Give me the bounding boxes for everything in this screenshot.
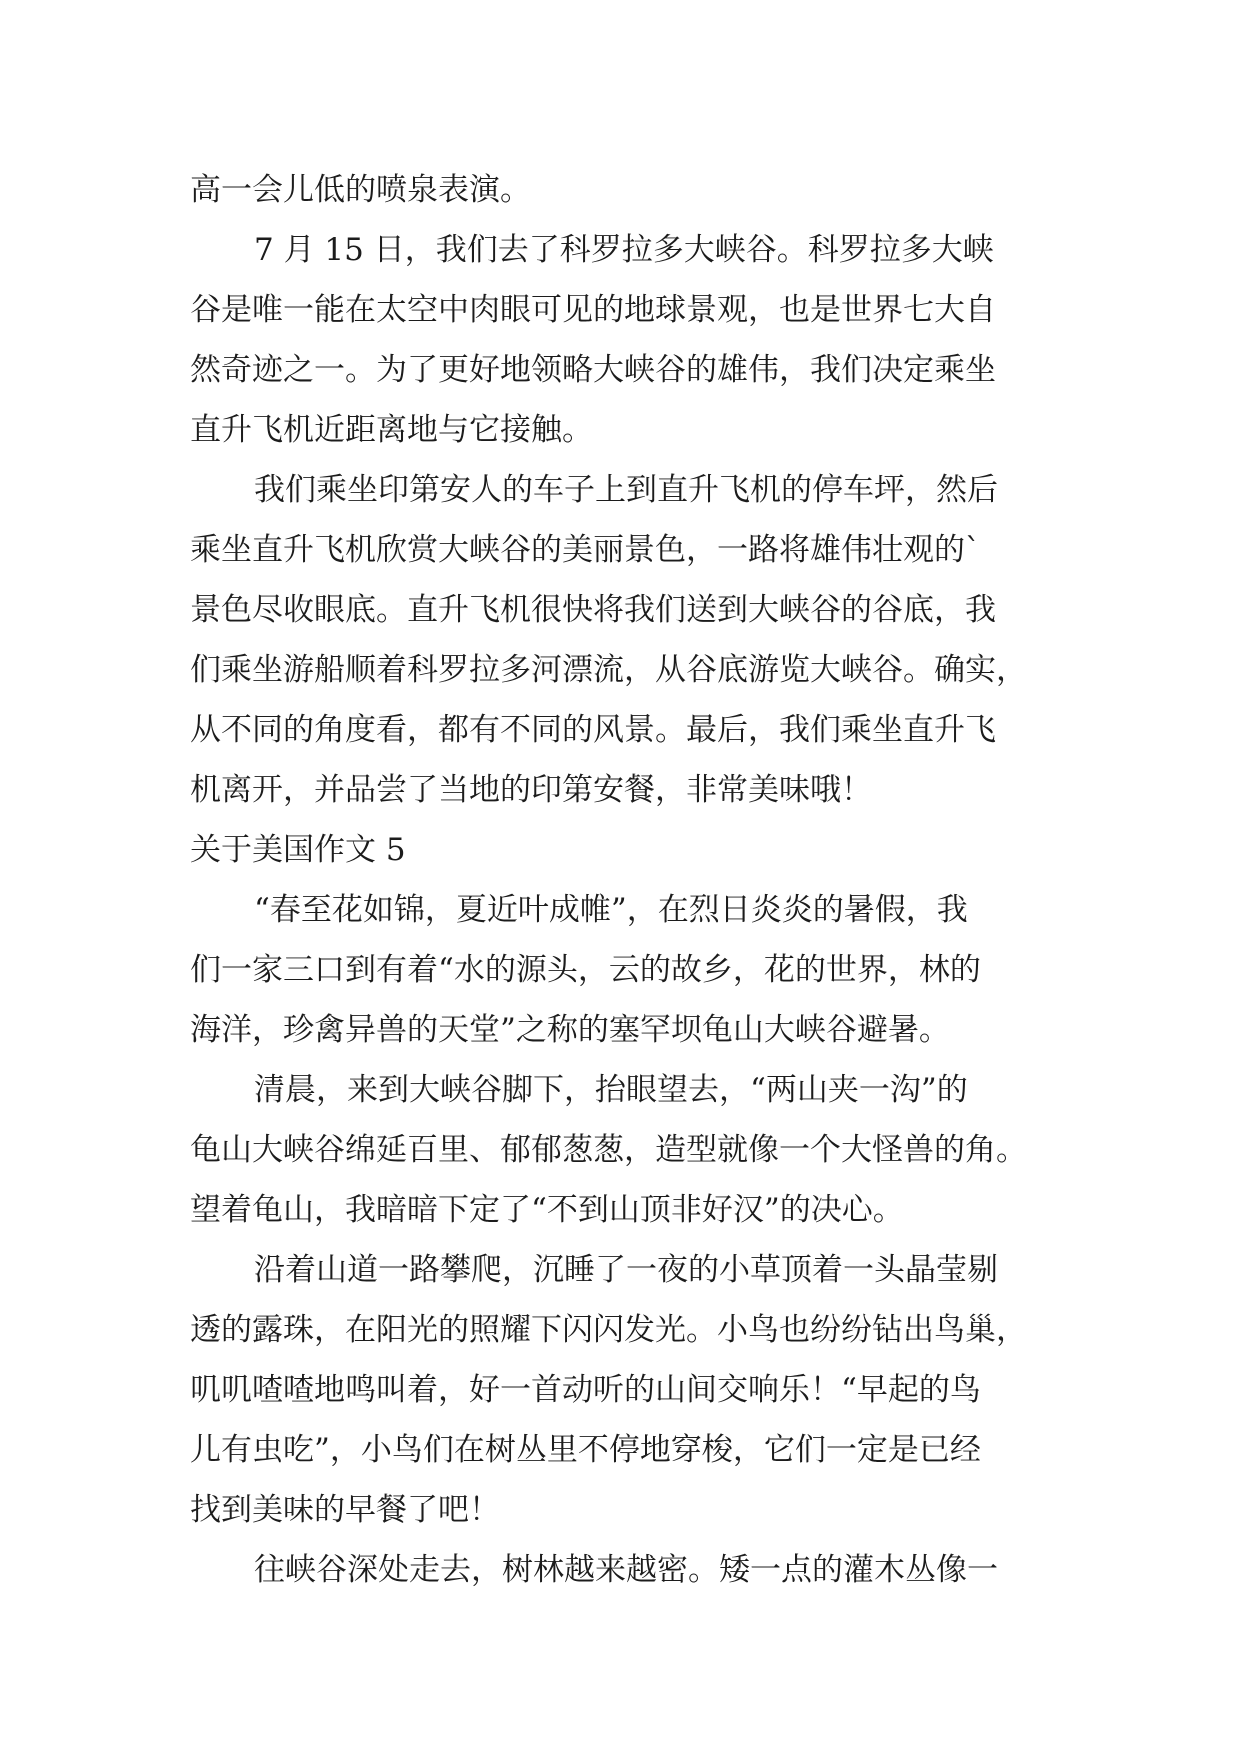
text-line: 们乘坐游船顺着科罗拉多河漂流，从谷底游览大峡谷。确实， — [190, 652, 1027, 688]
text-line: 从不同的角度看，都有不同的风景。最后，我们乘坐直升飞 — [190, 712, 996, 748]
text-line: 往峡谷深处走去，树林越来越密。矮一点的灌木丛像一 — [254, 1552, 998, 1588]
text-line: 们一家三口到有着“水的源头，云的故乡，花的世界，林的 — [190, 952, 981, 988]
text-line: 清晨，来到大峡谷脚下，抬眼望去，“两山夹一沟”的 — [254, 1072, 968, 1108]
text-line: 直升飞机近距离地与它接触。 — [190, 412, 593, 448]
text-line: 机离开，并品尝了当地的印第安餐，非常美味哦！ — [190, 772, 872, 808]
text-line: 谷是唯一能在太空中肉眼可见的地球景观，也是世界七大自 — [190, 292, 996, 328]
text-line: 我们乘坐印第安人的车子上到直升飞机的停车坪，然后 — [254, 472, 998, 508]
text-line: 望着龟山，我暗暗下定了“不到山顶非好汉”的决心。 — [190, 1192, 904, 1228]
text-line: “春至花如锦，夏近叶成帷”，在烈日炎炎的暑假，我 — [254, 892, 968, 928]
essay-text — [190, 160, 1050, 1600]
text-line: 儿有虫吃”，小鸟们在树丛里不停地穿梭，它们一定是已经 — [190, 1432, 981, 1468]
text-line: 海洋，珍禽异兽的天堂”之称的塞罕坝龟山大峡谷避暑。 — [190, 1012, 950, 1048]
text-line: 透的露珠，在阳光的照耀下闪闪发光。小鸟也纷纷钻出鸟巢， — [190, 1312, 1027, 1348]
text-line: 找到美味的早餐了吧！ — [190, 1492, 500, 1528]
text-line: 关于美国作文 5 — [190, 832, 406, 868]
text-line: 高一会儿低的喷泉表演。 — [190, 172, 531, 208]
text-line: 叽叽喳喳地鸣叫着，好一首动听的山间交响乐！“早起的鸟 — [190, 1372, 981, 1408]
text-line: 龟山大峡谷绵延百里、郁郁葱葱，造型就像一个大怪兽的角。 — [190, 1132, 1027, 1168]
text-line: 7 月 15 日，我们去了科罗拉多大峡谷。科罗拉多大峡 — [254, 232, 994, 268]
text-line: 然奇迹之一。为了更好地领略大峡谷的雄伟，我们决定乘坐 — [190, 352, 996, 388]
text-line: 景色尽收眼底。直升飞机很快将我们送到大峡谷的谷底，我 — [190, 592, 996, 628]
text-line: 沿着山道一路攀爬，沉睡了一夜的小草顶着一头晶莹剔 — [254, 1252, 998, 1288]
text-line: 乘坐直升飞机欣赏大峡谷的美丽景色，一路将雄伟壮观的` — [190, 532, 981, 568]
